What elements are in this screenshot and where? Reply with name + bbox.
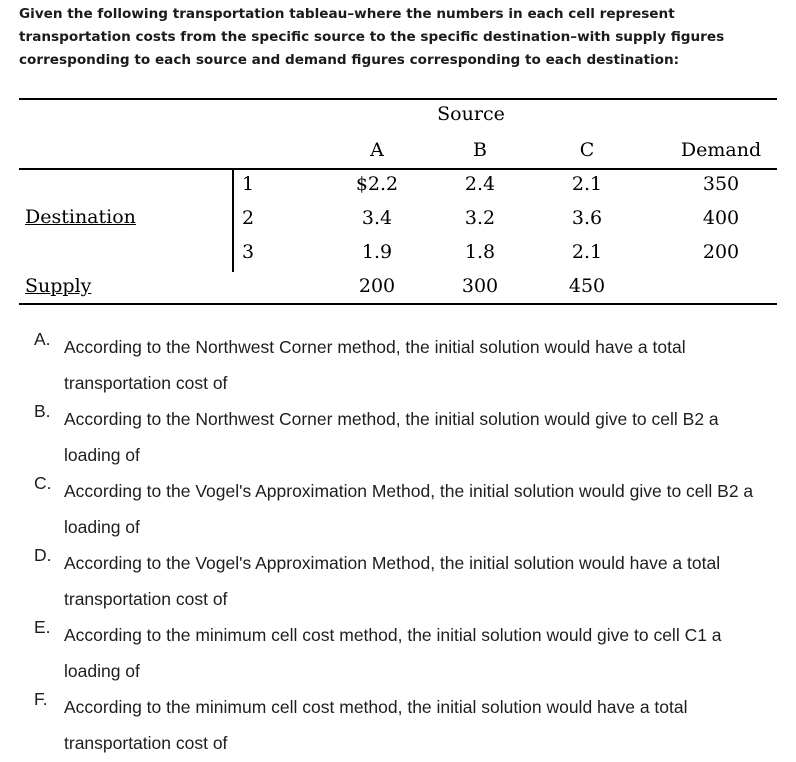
question-list — [34, 329, 754, 761]
supply-label: Supply — [25, 275, 92, 297]
row-id-1: 1 — [241, 173, 255, 195]
demand-1: 350 — [702, 173, 740, 195]
question-text: According to the Vogel's Approximation Method, the initial solution would give to cell B2 a loading of — [64, 481, 754, 537]
source-header: Source — [437, 103, 505, 125]
question-text: According to the Northwest Corner method, the initial solution would have a total transportation cost of — [64, 337, 686, 393]
demand-header: Demand — [680, 139, 762, 161]
question-text: According to the Vogel's Approximation Method, the initial solution would have a total transportation cost of — [64, 553, 721, 609]
question-c — [34, 473, 754, 545]
header-rule — [19, 168, 777, 170]
demand-3: 200 — [702, 241, 740, 263]
cost-c2: 3.6 — [571, 207, 603, 229]
column-header-c: C — [579, 139, 595, 161]
demand-2: 400 — [702, 207, 740, 229]
question-label: A. — [34, 329, 51, 349]
supply-a: 200 — [358, 275, 396, 297]
question-text: According to the minimum cell cost method, the initial solution would give to cell C1 a loading of — [64, 625, 722, 681]
top-rule — [19, 98, 777, 100]
question-a — [34, 329, 754, 401]
cost-a1: $2.2 — [355, 173, 399, 195]
cost-c1: 2.1 — [571, 173, 603, 195]
cost-a3: 1.9 — [361, 241, 393, 263]
row-id-3: 3 — [241, 241, 255, 263]
question-label: E. — [34, 617, 51, 637]
row-id-2: 2 — [241, 207, 255, 229]
cost-b3: 1.8 — [464, 241, 496, 263]
column-header-b: B — [473, 139, 487, 161]
transportation-tableau — [19, 98, 777, 318]
supply-b: 300 — [461, 275, 499, 297]
cost-a2: 3.4 — [361, 207, 393, 229]
bottom-rule — [19, 303, 777, 305]
question-label: F. — [34, 689, 48, 709]
problem-intro: Given the following transportation tableau–where the numbers in each cell represent transportation costs from the specific source to the specific destination–with supply figures corresponding to each source and demand figures corresponding to each destination: — [19, 6, 725, 68]
question-d — [34, 545, 754, 617]
cost-b1: 2.4 — [464, 173, 496, 195]
question-label: D. — [34, 545, 52, 565]
question-e — [34, 617, 754, 689]
question-f — [34, 689, 754, 761]
column-header-a: A — [370, 139, 384, 161]
question-text: According to the Northwest Corner method, the initial solution would give to cell B2 a loading of — [64, 409, 719, 465]
destination-label: Destination — [25, 206, 136, 228]
question-text: According to the minimum cell cost method, the initial solution would have a total transportation cost of — [64, 697, 688, 753]
question-label: C. — [34, 473, 52, 493]
row-divider — [232, 169, 234, 272]
question-label: B. — [34, 401, 51, 421]
question-b — [34, 401, 754, 473]
cost-c3: 2.1 — [571, 241, 603, 263]
supply-c: 450 — [568, 275, 606, 297]
cost-b2: 3.2 — [464, 207, 496, 229]
